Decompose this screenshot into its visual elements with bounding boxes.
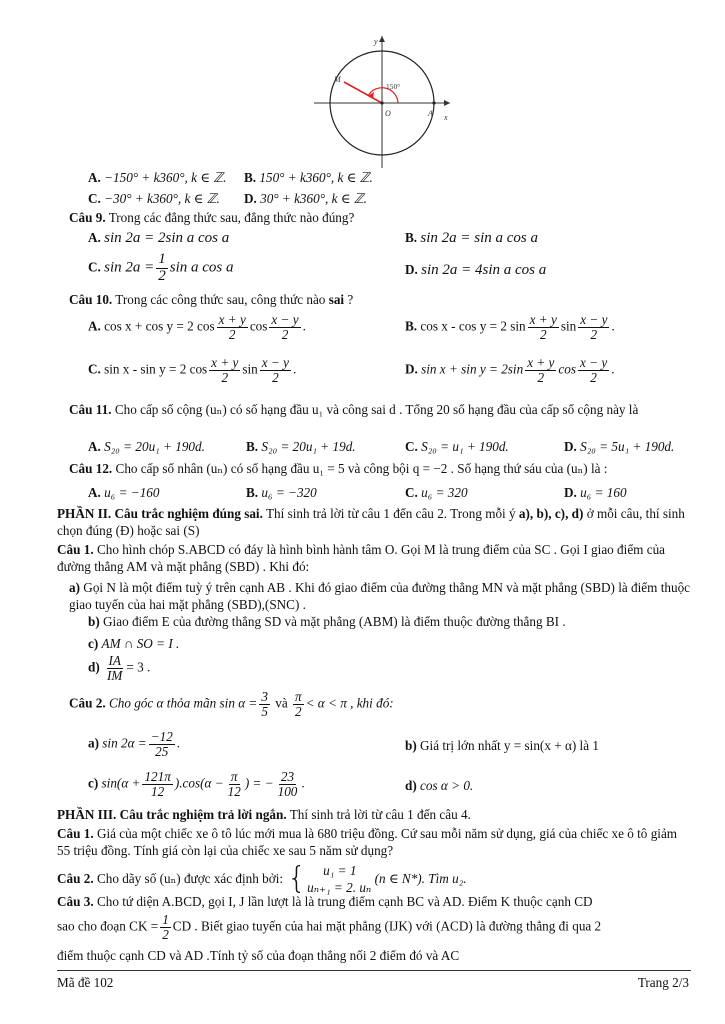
q12-b-text: u₆ = −320 <box>261 485 317 500</box>
p3q3-frac: $\frac{1}{2}$ <box>162 912 169 942</box>
q11-c-label: C. <box>405 439 418 454</box>
p2q1-title: Câu 1. <box>57 542 94 557</box>
q8-c-text: −30° + k360°, k ∈ ℤ. <box>104 191 220 206</box>
p2q1-c-label: c) <box>88 636 99 651</box>
q9-title: Câu 9. <box>69 210 106 225</box>
q12-title: Câu 12. <box>69 461 113 476</box>
p2q1-text: Cho hình chóp S.ABCD có đáy là hình bình hành tâm O. Gọi M là trung điểm của SC . Gọi I giao điểm của đường thẳng AM và mặt phẳng (SBD) . Khi đó: <box>57 542 666 574</box>
p2q2-c-pre: sin(α + <box>101 775 141 791</box>
p2q2-c <box>88 770 305 799</box>
p2q2-b <box>405 738 599 754</box>
q10-b-mid: sin <box>560 318 577 334</box>
unit-circle-figure <box>300 30 460 170</box>
p2q1-c-text: AM ∩ SO = I . <box>101 636 180 651</box>
q10-b-pre: cos x - cos y = 2 sin <box>420 318 526 334</box>
q12-options <box>88 485 627 501</box>
q8-c-label: C. <box>88 191 101 206</box>
p2q2-c-post: . <box>301 775 305 791</box>
q11-d-label: D. <box>564 439 577 454</box>
p2q2-frac2: $\frac{\pi}{2}$ <box>294 689 302 719</box>
q8-d-label: D. <box>244 191 257 206</box>
point-a-label: A <box>428 109 433 118</box>
q10-b-frac2: $\frac{x - y}{2}$ <box>580 312 608 342</box>
q9-a-label: A. <box>88 230 101 245</box>
q12-c-label: C. <box>405 485 418 500</box>
p2q2-stem <box>69 690 394 719</box>
q9-stem <box>69 210 354 226</box>
q8-row1 <box>88 170 373 186</box>
part2-text: Thí sinh trả lời từ câu 1 đến câu 2. Trong mỗi ý <box>265 506 516 521</box>
q9-option-b <box>405 230 538 247</box>
q10-option-a: A. cos x + cos y = 2 cos $\frac{x + y}{2}$ cos $\frac{x - y}{2}$ . <box>88 312 306 342</box>
p3q3-line1 <box>57 894 593 910</box>
p2q1-a <box>69 579 691 613</box>
p2q2-text-mid: và <box>275 695 288 711</box>
p2q1-b-label: b) <box>88 614 100 629</box>
q9-option-c <box>88 252 234 285</box>
q12-text: Cho cấp số nhân (uₙ) có số hạng đầu u₁ = 5 và công bội q = −2 . Số hạng thứ sáu của (uₙ) là : <box>115 461 608 476</box>
q9-b-label: B. <box>405 230 418 245</box>
p2q1-b-text: Giao điểm E của đường thẳng SD và mặt phẳng (ABM) là điểm thuộc đường thẳng BI . <box>103 614 566 629</box>
p2q2-title: Câu 2. <box>69 695 106 711</box>
q11-a-label: A. <box>88 439 101 454</box>
p2q2-frac1: $\frac{3}{5}$ <box>261 689 268 719</box>
p2q2-a-post: . <box>176 735 181 751</box>
q10-b-frac1: $\frac{x + y}{2}$ <box>529 312 557 342</box>
q8-b-label: B. <box>244 170 257 185</box>
p3q2 <box>57 862 467 896</box>
p2q1-b <box>88 614 566 630</box>
p2q2-b-text: Giá trị lớn nhất y = sin(x + α) là 1 <box>420 738 599 753</box>
p3q2-line1: u₁ = 1 <box>323 863 357 878</box>
p3q3-text3: điểm thuộc cạnh CD và AD .Tính tỷ số của đoạn thẳng nối 2 điểm đó và AC <box>57 948 460 963</box>
p3q2-text: Cho dãy số (uₙ) được xác định bởi: <box>96 871 284 886</box>
p3q2-system <box>307 862 371 896</box>
p2q2-c-mid2: ) = − <box>244 775 274 791</box>
p3q2-title: Câu 2. <box>57 871 94 886</box>
p3q3-title: Câu 3. <box>57 894 94 909</box>
q10-c-frac2: $\frac{x - y}{2}$ <box>261 355 289 385</box>
q12-a-label: A. <box>88 485 101 500</box>
q10-title: Câu 10. <box>69 292 113 307</box>
p3q2-brace: { <box>287 861 307 896</box>
angle-label: 150° <box>386 82 401 91</box>
p2q1-d-label: d) <box>88 659 100 675</box>
p2q1-c <box>88 636 179 652</box>
q9-option-a <box>88 230 229 247</box>
p3q1-text: Giá của một chiếc xe ô tô lúc mới mua là 680 triệu đồng. Cứ sau mỗi năm sử dụng, giá của chiếc xe ô tô giảm 55 triệu đồng. Tính giá còn lại của chiếc xe sau 5 năm sử dụng? <box>57 826 678 858</box>
q11-d-text: S₂₀ = 5u₁ + 190d. <box>580 439 675 454</box>
p3q2-cond: (n ∈ N*). Tìm u₂. <box>374 871 467 886</box>
p2q2-c-mid: ).cos(α − <box>174 775 224 791</box>
q10-a-pre: cos x + cos y = 2 cos <box>104 318 215 334</box>
p3q3-line3 <box>57 948 459 964</box>
q12-stem <box>69 461 607 477</box>
q9-text: Trong các đẳng thức sau, đẳng thức nào đúng? <box>108 210 355 225</box>
p2q1-a-text: Gọi N là một điểm tuỳ ý trên cạnh AB . Khi đó giao điểm của đường thẳng MN và mặt phẳng (SBD) là điểm thuộc giao tuyến của hai mặt phẳng (SBD),(SNC) . <box>69 580 691 612</box>
p3q3-text1: Cho tứ diện A.BCD, gọi I, J lần lượt là là trung điểm cạnh BC và AD. Điểm K thuộc cạnh CD <box>96 894 593 909</box>
axis-y-label: y <box>374 37 378 46</box>
p2q2-c-frac3: $\frac{23}{100}$ <box>277 769 298 799</box>
footer-code: Mã đề 102 <box>57 975 114 990</box>
q8-a-label: A. <box>88 170 101 185</box>
q11-stem <box>69 401 691 418</box>
p2q2-d-label: d) <box>405 778 417 793</box>
point-o-label: O <box>385 109 391 118</box>
part2-header <box>57 505 691 539</box>
q11-title: Câu 11. <box>69 402 112 417</box>
q10-d-label: D. <box>405 361 418 377</box>
q9-d-label: D. <box>405 262 418 277</box>
q9-a-text: sin 2a = 2sin a cos a <box>104 230 230 246</box>
part2-title: PHẦN II. Câu trắc nghiệm đúng sai. <box>57 506 263 521</box>
q10-option-d: D. sin x + sin y = 2sin $\frac{x + y}{2}$ cos $\frac{x - y}{2}$ . <box>405 355 615 385</box>
q10-a-frac1: $\frac{x + y}{2}$ <box>218 312 246 342</box>
q11-text: Cho cấp số cộng (uₙ) có số hạng đầu u₁ và công sai d . Tổng 20 số hạng đầu của cấp số cộng này là <box>114 402 639 417</box>
footer-divider <box>57 970 691 971</box>
axis-x-label: x <box>444 113 448 122</box>
q10-d-pre: sin x + sin y = 2sin <box>421 361 524 377</box>
q10-d-frac2: $\frac{x - y}{2}$ <box>579 355 608 385</box>
p3q3-text2-post: CD . Biết giao tuyến của hai mặt phẳng (IJK) với (ACD) là đường thẳng đi qua 2 <box>172 918 602 934</box>
q10-b-label: B. <box>405 318 418 334</box>
part3-text: Thí sinh trả lời từ câu 1 đến câu 4. <box>289 807 471 822</box>
p2q1-stem <box>57 541 691 575</box>
p3q1 <box>57 825 691 859</box>
q12-d-text: u₆ = 160 <box>580 485 627 500</box>
q10-option-c: C. sin x - sin y = 2 cos $\frac{x + y}{2}$ sin $\frac{x - y}{2}$ . <box>88 355 297 385</box>
q8-row2 <box>88 191 367 207</box>
p2q2-c-frac1: $\frac{121\pi}{12}$ <box>144 769 171 799</box>
part3-title: PHẦN III. Câu trắc nghiệm trả lời ngắn. <box>57 807 287 822</box>
q11-a-text: S₂₀ = 20u₁ + 190d. <box>104 439 205 454</box>
q11-c-text: S₂₀ = u₁ + 190d. <box>421 439 509 454</box>
p2q1-d-frac: $\frac{IA}{IM}$ <box>107 653 123 683</box>
part2-text-bold: a), b), c), d) <box>518 506 584 521</box>
p2q1-a-label: a) <box>69 580 80 595</box>
q9-b-text: sin 2a = sin a cos a <box>420 230 539 246</box>
q12-b-label: B. <box>246 485 259 500</box>
point-m-label: M <box>334 75 341 84</box>
p2q1-d <box>88 654 150 683</box>
p2q2-c-label: c) <box>88 775 99 791</box>
p2q2-d <box>405 778 473 794</box>
part3-header <box>57 807 471 823</box>
p2q2-c-frac2: $\frac{\pi}{12}$ <box>227 769 241 799</box>
q10-d-mid: cos <box>558 361 576 377</box>
q10-d-frac1: $\frac{x + y}{2}$ <box>527 355 555 385</box>
q9-c-post: sin a cos a <box>169 259 234 276</box>
q10-a-label: A. <box>88 318 101 334</box>
q9-c-frac: $\frac{1}{2}$ <box>158 251 166 284</box>
q10-a-mid: cos <box>249 318 268 334</box>
p3q3-line2 <box>57 913 601 942</box>
q10-c-label: C. <box>88 361 101 377</box>
q11-b-label: B. <box>246 439 259 454</box>
q10-c-pre: sin x - sin y = 2 cos <box>104 361 208 377</box>
q12-d-label: D. <box>564 485 577 500</box>
p2q2-text-end: < α < π , khi đó: <box>305 695 394 711</box>
q12-a-text: u₆ = −160 <box>104 485 160 500</box>
q8-a-text: −150° + k360°, k ∈ ℤ. <box>104 170 227 185</box>
q10-text: Trong các công thức sau, công thức nào <box>115 292 326 307</box>
p2q1-d-post: = 3 . <box>126 659 151 675</box>
q10-c-frac1: $\frac{x + y}{2}$ <box>211 355 239 385</box>
p2q2-d-text: cos α > 0. <box>420 778 474 793</box>
p2q2-a-pre: sin 2α = <box>102 735 147 751</box>
p2q2-a <box>88 730 180 759</box>
q9-option-d <box>405 262 546 279</box>
part2-text-end: ở mỗi câu, thí sinh chọn đúng (Đ) hoặc sai (S) <box>57 506 685 538</box>
p3q2-line2: uₙ₊₁ = 2. uₙ <box>307 880 372 895</box>
q9-c-pre: sin 2a = <box>104 259 155 276</box>
p2q2-text-pre: Cho góc α thỏa mãn sin α = <box>108 695 258 711</box>
q10-a-frac2: $\frac{x - y}{2}$ <box>271 312 299 342</box>
q10-c-mid: sin <box>242 361 258 377</box>
q12-c-text: u₆ = 320 <box>421 485 468 500</box>
q10-text-bold: sai <box>328 292 345 307</box>
p2q2-b-label: b) <box>405 738 417 753</box>
q10-option-b: B. cos x - cos y = 2 sin $\frac{x + y}{2}$ sin $\frac{x - y}{2}$ . <box>405 312 615 342</box>
p3q3-text2-pre: sao cho đoạn CK = <box>57 918 159 934</box>
q10-stem <box>69 292 353 308</box>
q11-b-text: S₂₀ = 20u₁ + 19d. <box>261 439 356 454</box>
p2q2-a-frac: $\frac{-12}{25}$ <box>150 729 173 759</box>
p3q1-title: Câu 1. <box>57 826 94 841</box>
footer-page: Trang 2/3 <box>637 975 689 990</box>
p2q2-a-label: a) <box>88 735 99 751</box>
q10-text-end: ? <box>347 292 354 307</box>
q8-b-text: 150° + k360°, k ∈ ℤ. <box>259 170 373 185</box>
q8-d-text: 30° + k360°, k ∈ ℤ. <box>260 191 367 206</box>
q9-d-text: sin 2a = 4sin a cos a <box>421 262 547 278</box>
q11-options <box>88 439 674 455</box>
q9-c-label: C. <box>88 259 101 275</box>
